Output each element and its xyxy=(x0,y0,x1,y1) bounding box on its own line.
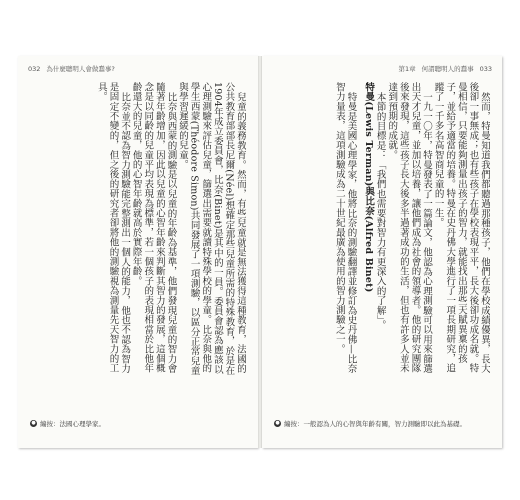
body-paragraph: 比奈並不認為智力測驗能完整測出一個人的能力，他也不認為智力是固定不變的，但之後的研究者卻將他的測驗視為測量先天智力的工具。 xyxy=(95,82,131,373)
body-paragraph: 一九一〇年，特曼發表了一篇論文，他認為心理測驗可以用來篩選出天才兒童，並加以培養，讓他們成為社會的領導者。他的研究團隊後來發現，這些孩子長大後多半過著成功的生活，但也有許多人並未達到預期的成就。 xyxy=(386,82,433,373)
body-paragraph: 比奈與西蒙的測驗是以兒童的年齡為基準，他們發現兒童的智力會隨著年齡增加，因此以兒童的心智年齡來判斷其智力的發展，這個概念是以同齡的兒童平均表現為標準，若一個孩子的表現相當於比他年齡還大的兒童，他的心智年齡就高於實際年齡。 xyxy=(130,82,177,373)
left-page-header xyxy=(28,64,115,73)
page-number: 032 xyxy=(28,65,41,73)
left-page-footnote xyxy=(30,419,246,428)
body-paragraph: 然而，特曼知道我們都聽過那種孩子，他們在學校成績優異，長大後卻一事無成；也有些孩子在學校表現平平，長大後卻功成名就。特曼相信，只要能夠測量出孩子的智力，就能找出那些天賦異稟的孩子，並給予適當的培養。特曼在史丹佛大學進行了一項長期研究，追蹤了一千多名高智商兒童的一生。 xyxy=(432,82,490,373)
right-page-body xyxy=(276,82,490,382)
right-page xyxy=(262,56,502,448)
body-paragraph: 兒童的義務教育。然而，有些兒童就是無法獲得這種教育，法國的公共教育部部長尼爾(Néel)想確定那些兒童所需的特殊教育，於是在1904年成立委員會，比奈(Binet)是其中的一員。委員會認為應該以心理測驗來評估兒童，篩選出需要就讀特殊學校的學童。比奈與他的學生西蒙(Théodore Simon)共同發展了一項測驗，以區分正常兒童與學習遲緩的兒童。 xyxy=(177,82,246,376)
section-heading: 特曼(Lewis Terman)與比奈(Alfred Binet) xyxy=(363,82,375,293)
left-page xyxy=(18,56,258,448)
chapter-label: 第1章 xyxy=(398,65,416,73)
body-paragraph: 本節的目標是：「我們也需要對智力有更深入的了解」。 xyxy=(374,91,386,330)
footnote-text: 編按：法國心理學家。 xyxy=(40,420,105,428)
footnote-text: 編按：一般認為人的心智與年齡有關，智力測驗即以此為基礎。 xyxy=(284,420,466,428)
book-title: 為什麼聰明人會做蠢事? xyxy=(46,65,115,73)
footnote-marker-icon: ● xyxy=(275,420,280,426)
chapter-title: 何謂聰明人的蠢事 xyxy=(421,65,474,73)
right-page-footnote xyxy=(274,419,490,428)
footnote-marker-icon: ● xyxy=(31,420,36,426)
left-page-body xyxy=(30,82,246,382)
right-page-header xyxy=(398,64,492,73)
body-paragraph: 特曼是美國心理學家，他將比奈的測驗翻譯並修訂為史丹佛—比奈智力量表，這項測驗成為二十世紀最廣為使用的智力測驗之一。 xyxy=(333,82,357,373)
page-number: 033 xyxy=(479,65,492,73)
